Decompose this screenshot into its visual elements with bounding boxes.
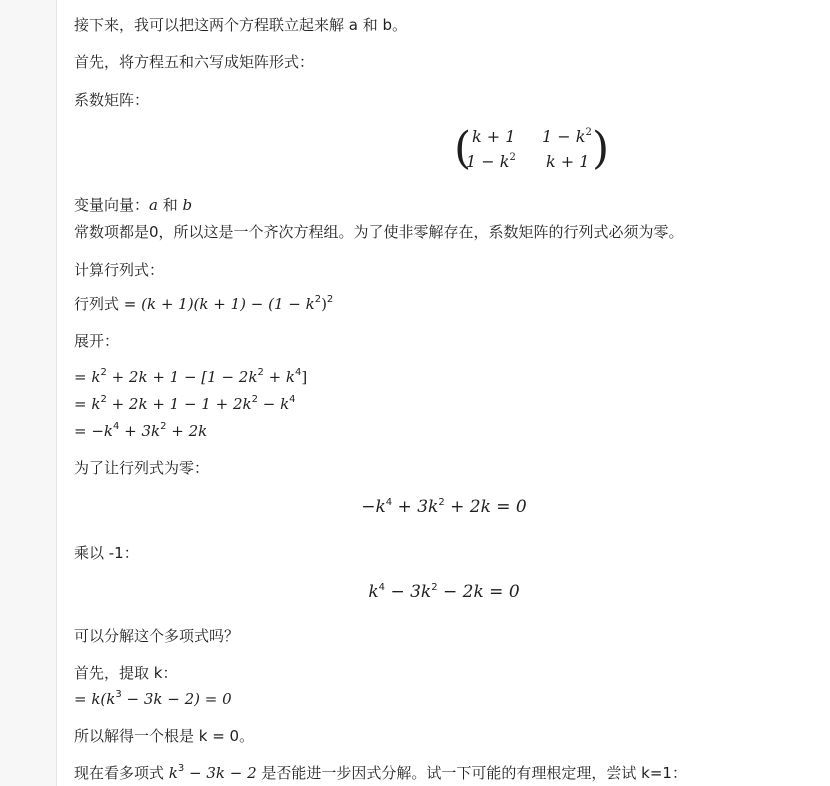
root-found-text: 所以解得一个根是 k = 0。 (74, 727, 255, 745)
variable-vector-text: 变量向量：a 和 b (74, 196, 193, 214)
coefficient-matrix-label: 系数矩阵： (74, 91, 150, 109)
factor-question-text: 可以分解这个多项式吗？ (74, 627, 240, 645)
equation-display-2: $k^4 - 3k^2 - 2k = 0$ (368, 582, 520, 602)
expand-text: 展开： (74, 332, 120, 350)
expansion-line-3: = $-k^4 + 3k^2 + 2k$ (74, 421, 208, 440)
equation-display-1: $-k^4 + 3k^2 + 2k = 0$ (361, 497, 527, 517)
extract-k-text: 首先，提取 k： (74, 664, 178, 682)
determinant-expression: 行列式 = $(k + 1)(k + 1) - (1 - k^2)^2$ (74, 294, 334, 313)
expansion-line-1: = $k^2 + 2k + 1 - [1 - 2k^2 + k^4]$ (74, 367, 308, 386)
expansion-line-2: = $k^2 + 2k + 1 - 1 + 2k^2 - k^4$ (74, 394, 296, 413)
left-gutter (0, 0, 56, 786)
matrix-a22: k + 1 (546, 152, 590, 171)
intro-text: 接下来，我可以把这两个方程联立起来解 a 和 b。 (74, 16, 408, 34)
compute-determinant-text: 计算行列式： (74, 261, 165, 279)
matrix-form-text: 首先，将方程五和六写成矩阵形式： (74, 53, 315, 71)
homogeneous-system-text: 常数项都是0，所以这是一个齐次方程组。为了使非零解存在，系数矩阵的行列式必须为零。 (74, 223, 684, 241)
extracted-expression: = $k(k^3 - 3k - 2) = 0$ (74, 689, 232, 708)
determinant-zero-text: 为了让行列式为零： (74, 459, 210, 477)
matrix-a21: $1 - k^2$ (466, 152, 516, 171)
matrix-a12: $1 - k^2$ (542, 127, 592, 146)
rational-root-text: 现在看多项式 $k^3 - 3k - 2$ 是否能进一步因式分解。试一下可能的有理根定理，尝试 k=1： (74, 763, 687, 782)
multiply-text: 乘以 -1： (74, 544, 139, 562)
left-divider (56, 0, 57, 786)
coefficient-matrix: ( k + 1 $1 - k^2$ $1 - k^2$ k + 1 ) (454, 123, 610, 174)
matrix-a11: k + 1 (472, 127, 516, 146)
